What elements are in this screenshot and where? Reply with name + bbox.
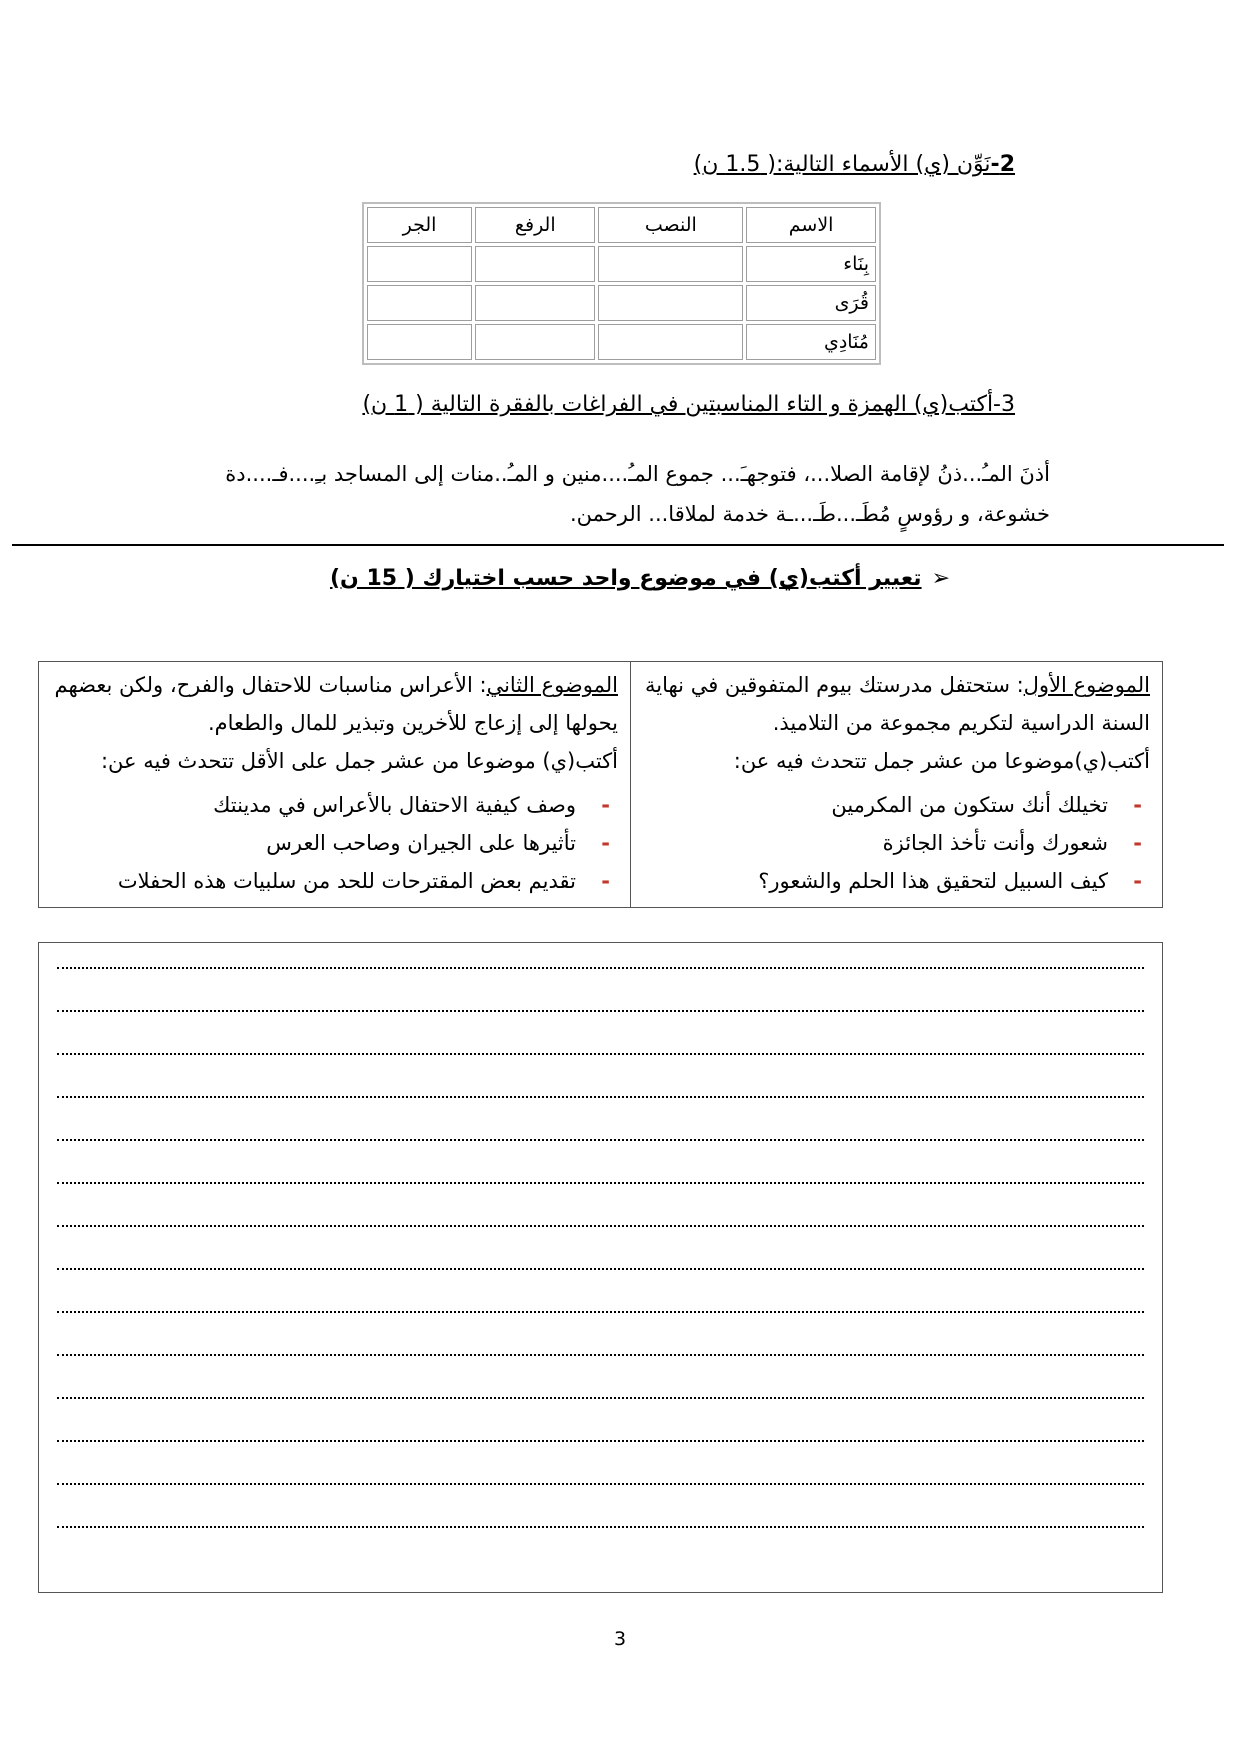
point-text: تخيلك أنك ستكون من المكرمين xyxy=(831,793,1108,817)
list-item xyxy=(51,786,610,824)
list-item xyxy=(51,824,610,862)
topic-2 xyxy=(39,662,630,907)
topic-2-intro xyxy=(51,666,618,742)
answer-cell[interactable] xyxy=(475,324,595,360)
dotted-line xyxy=(57,1010,1144,1012)
table-row xyxy=(367,246,876,282)
point-text: شعورك وأنت تأخذ الجائزة xyxy=(882,831,1108,855)
answer-cell[interactable] xyxy=(598,285,743,321)
dotted-line xyxy=(57,1311,1144,1313)
arrow-bullet-icon: ➢ xyxy=(931,566,950,591)
topics-box xyxy=(38,661,1163,908)
topic-1-instruction: أكتب(ي)موضوعا من عشر جمل تتحدث فيه عن: xyxy=(733,749,1150,773)
dotted-line xyxy=(57,1096,1144,1098)
answer-cell[interactable] xyxy=(367,324,472,360)
topic-1-intro-text: : ستحتفل مدرستك بيوم المتفوقين في نهاية السنة الدراسية لتكريم مجموعة من التلاميذ. xyxy=(645,673,1150,735)
table-row xyxy=(367,285,876,321)
list-item xyxy=(51,862,610,900)
point-text: كيف السبيل لتحقيق هذا الحلم والشعور؟ xyxy=(758,869,1108,893)
topic-1 xyxy=(630,662,1162,907)
answer-cell[interactable] xyxy=(475,285,595,321)
dash-bullet-icon: - xyxy=(601,869,610,893)
dotted-line xyxy=(57,1225,1144,1227)
topic-1-intro xyxy=(643,666,1150,742)
answer-cell[interactable] xyxy=(475,246,595,282)
nouns-table xyxy=(362,202,881,365)
noun-cell: قُرَى xyxy=(746,285,876,321)
page-number: 3 xyxy=(613,1628,627,1650)
expression-title xyxy=(330,566,950,591)
dotted-line xyxy=(57,1354,1144,1356)
answer-cell[interactable] xyxy=(367,246,472,282)
topic-2-label: الموضوع الثاني xyxy=(486,673,618,697)
dash-bullet-icon: - xyxy=(601,831,610,855)
dotted-line xyxy=(57,967,1144,969)
topic-2-points xyxy=(51,786,618,900)
topic-1-label: الموضوع الأول xyxy=(1023,673,1150,697)
dotted-line xyxy=(57,1182,1144,1184)
dash-bullet-icon: - xyxy=(1133,793,1142,817)
header-jarr: الجر xyxy=(367,207,472,243)
answer-cell[interactable] xyxy=(367,285,472,321)
header-noun: الاسم xyxy=(746,207,876,243)
dotted-line xyxy=(57,1483,1144,1485)
point-text: تأثيرها على الجيران وصاحب العرس xyxy=(266,831,576,855)
dash-bullet-icon: - xyxy=(1133,869,1142,893)
table-row xyxy=(367,324,876,360)
topic-2-instruction: أكتب(ي) موضوعا من عشر جمل على الأقل تتحدث فيه عن: xyxy=(100,749,618,773)
noun-cell: مُنَادِي xyxy=(746,324,876,360)
expression-title-text: تعبير أكتب(ي) في موضوع واحد حسب اختيارك ( 15 ن) xyxy=(329,566,922,591)
dash-bullet-icon: - xyxy=(1133,831,1142,855)
list-item xyxy=(643,786,1142,824)
question-3-paragraph-line-1: أذنَ المـُ...ذنُ لإقامة الصلا...، فتوجهـَ... جموع المـُ....منين و المـُ..منات إلى المساجد بـِ....فـ....دة xyxy=(225,462,1050,486)
topic-2-intro-text: : الأعراس مناسبات للاحتفال والفرح، ولكن بعضهم يحولها إلى إزعاج للأخرين وتبذير للمال والطعام. xyxy=(54,673,618,735)
point-text: وصف كيفية الاحتفال بالأعراس في مدينتك xyxy=(213,793,576,817)
dotted-line xyxy=(57,1440,1144,1442)
topic-1-points xyxy=(643,786,1150,900)
question-2-number: 2- xyxy=(990,152,1015,177)
section-divider xyxy=(12,544,1224,546)
dotted-line xyxy=(57,1397,1144,1399)
answer-writing-area[interactable] xyxy=(38,942,1163,1593)
noun-cell: بِنَاء xyxy=(746,246,876,282)
table-header-row xyxy=(367,207,876,243)
header-raf: الرفع xyxy=(475,207,595,243)
point-text: تقديم بعض المقترحات للحد من سلبيات هذه الحفلات xyxy=(117,869,576,893)
list-item xyxy=(643,862,1142,900)
list-item xyxy=(643,824,1142,862)
header-nasb: النصب xyxy=(598,207,743,243)
answer-cell[interactable] xyxy=(598,324,743,360)
question-2-text: نَوِّن (ي) الأسماء التالية:( 1.5 ن) xyxy=(693,152,991,177)
question-2-title xyxy=(694,152,1015,177)
question-3-title: 3-أكتب(ي) الهمزة و التاء المناسبتين في الفراغات بالفقرة التالية ( 1 ن) xyxy=(362,392,1015,417)
dotted-line xyxy=(57,1526,1144,1528)
question-3-paragraph-line-2: خشوعة، و رؤوسٍ مُطَـ...طَـ...ـة خدمة لملاقا... الرحمن. xyxy=(570,502,1050,526)
answer-cell[interactable] xyxy=(598,246,743,282)
dotted-line xyxy=(57,1053,1144,1055)
dash-bullet-icon: - xyxy=(601,793,610,817)
dotted-line xyxy=(57,1268,1144,1270)
dotted-line xyxy=(57,1139,1144,1141)
